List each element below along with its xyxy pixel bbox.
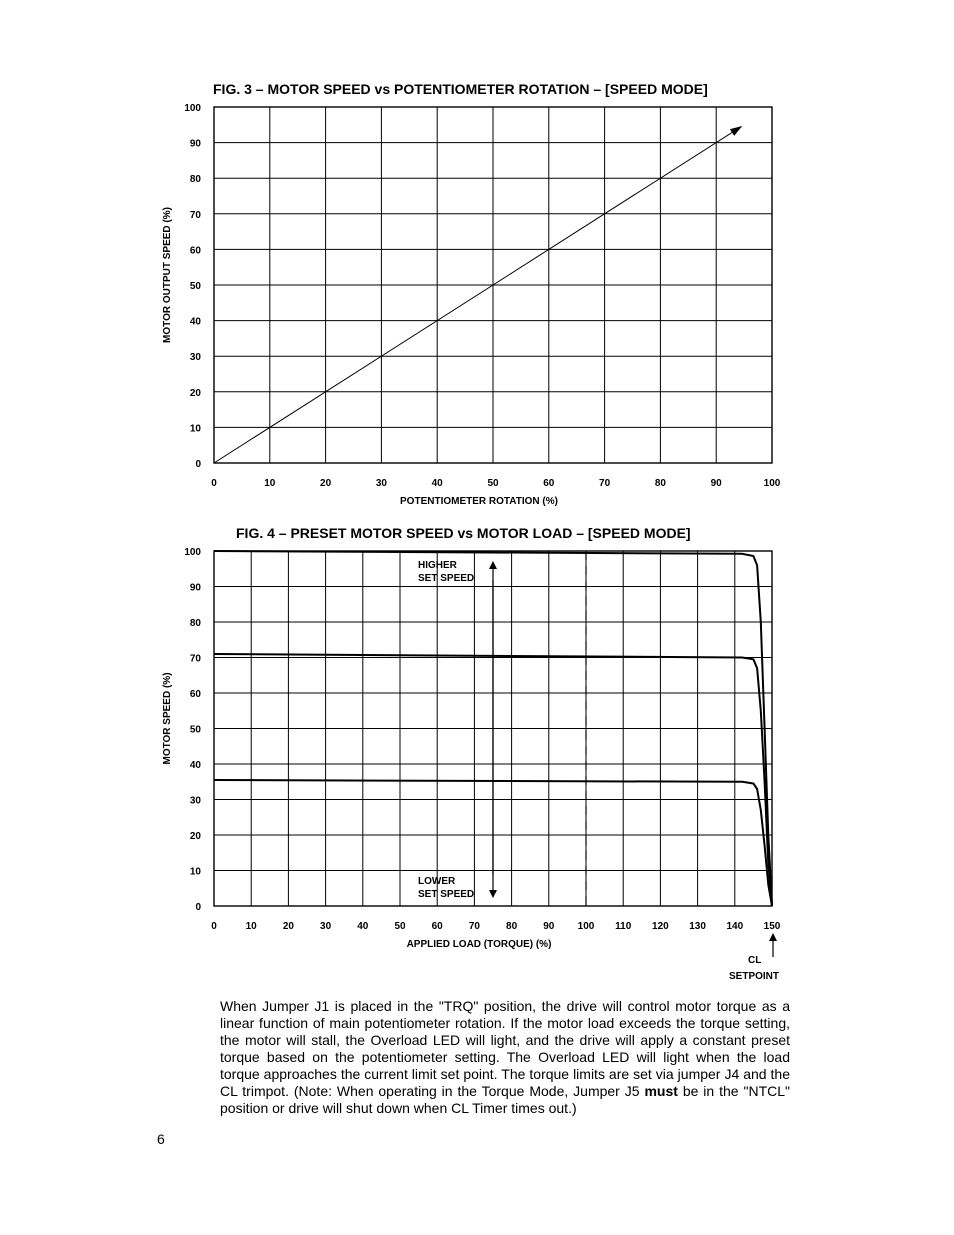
y-tick-label: 10 bbox=[189, 866, 201, 878]
y-tick-label: 0 bbox=[195, 459, 201, 470]
y-tick-label: 20 bbox=[189, 831, 201, 842]
x-tick-label: 50 bbox=[487, 478, 499, 489]
x-tick-label: 100 bbox=[577, 921, 595, 932]
y-axis-label: MOTOR OUTPUT SPEED (%) bbox=[162, 207, 173, 343]
x-tick-label: 20 bbox=[320, 478, 332, 489]
y-tick-label: 90 bbox=[189, 138, 201, 150]
y-tick-label: 20 bbox=[189, 387, 201, 399]
x-tick-label: 30 bbox=[320, 921, 332, 932]
y-tick-label: 60 bbox=[189, 689, 201, 700]
higher-set-speed-label bbox=[418, 560, 474, 584]
x-tick-label: 100 bbox=[763, 478, 781, 489]
y-tick-label: 100 bbox=[184, 547, 201, 558]
fig3-title: FIG. 3 – MOTOR SPEED vs POTENTIOMETER ROTATION – [SPEED MODE] bbox=[213, 81, 708, 97]
y-tick-label: 0 bbox=[195, 902, 201, 913]
lower-label-line: LOWER bbox=[418, 876, 456, 887]
y-tick-label: 80 bbox=[189, 618, 201, 629]
y-tick-label: 40 bbox=[189, 760, 201, 771]
fig4-title: FIG. 4 – PRESET MOTOR SPEED vs MOTOR LOAD – [SPEED MODE] bbox=[236, 525, 691, 541]
x-axis-label: POTENTIOMETER ROTATION (%) bbox=[400, 496, 558, 507]
higher-label-line: SET SPEED bbox=[418, 573, 475, 584]
x-tick-label: 0 bbox=[211, 478, 217, 489]
y-tick-label: 50 bbox=[189, 281, 201, 292]
x-tick-label: 80 bbox=[506, 921, 518, 932]
x-tick-label: 30 bbox=[375, 478, 387, 489]
y-tick-label: 60 bbox=[189, 245, 201, 257]
x-tick-label: 110 bbox=[615, 921, 632, 932]
x-tick-label: 20 bbox=[282, 921, 294, 932]
x-tick-label: 50 bbox=[394, 921, 406, 932]
x-tick-label: 70 bbox=[599, 478, 611, 489]
x-tick-label: 60 bbox=[431, 921, 443, 932]
y-tick-label: 30 bbox=[189, 795, 201, 807]
cl-label: CL bbox=[748, 955, 762, 966]
paragraph-text-2: be in the "NTCL" position or drive will shut down when CL Timer times out.) bbox=[220, 1083, 790, 1116]
x-tick-label: 90 bbox=[710, 478, 722, 489]
x-tick-label: 140 bbox=[726, 921, 744, 932]
x-tick-label: 10 bbox=[264, 478, 276, 489]
x-tick-label: 40 bbox=[431, 478, 443, 489]
y-tick-label: 70 bbox=[189, 209, 201, 221]
y-tick-label: 100 bbox=[184, 103, 201, 114]
y-tick-label: 90 bbox=[189, 582, 201, 594]
y-tick-label: 10 bbox=[189, 423, 201, 435]
paragraph-text-1: When Jumper J1 is placed in the "TRQ" position, the drive will control motor torque as a linear function of main potentiometer rotation. If the motor load exceeds the torque setting, the motor will stall, the Overload LED will light, and the drive will apply a constant preset torque based on the potentiometer setting. The Overload LED will light when the load torque approaches the current limit set point. The torque limits are set via jumper J4 and the CL trimpot. (Note: When operating in the Torque Mode, Jumper J5 bbox=[220, 998, 790, 1099]
x-axis-label: APPLIED LOAD (TORQUE) (%) bbox=[406, 939, 552, 950]
x-tick-label: 40 bbox=[357, 921, 369, 932]
x-tick-label: 0 bbox=[211, 921, 217, 932]
body-paragraph bbox=[220, 998, 790, 1117]
x-tick-label: 90 bbox=[543, 921, 555, 932]
page-number: 6 bbox=[157, 1131, 165, 1147]
x-tick-label: 10 bbox=[245, 921, 257, 932]
y-tick-label: 80 bbox=[189, 174, 201, 186]
x-tick-label: 60 bbox=[543, 478, 555, 489]
x-tick-label: 70 bbox=[468, 921, 480, 932]
y-tick-label: 40 bbox=[189, 316, 201, 328]
higher-label-line: HIGHER bbox=[418, 560, 457, 571]
x-tick-label: 130 bbox=[689, 921, 706, 932]
y-tick-label: 70 bbox=[189, 653, 201, 665]
x-tick-label: 120 bbox=[652, 921, 669, 932]
setpoint-label: SETPOINT bbox=[729, 971, 780, 982]
y-axis-label: MOTOR SPEED (%) bbox=[162, 672, 173, 765]
paragraph-bold-word: must bbox=[644, 1083, 678, 1099]
x-tick-label: 80 bbox=[654, 478, 666, 489]
y-tick-label: 30 bbox=[189, 352, 201, 364]
y-tick-label: 50 bbox=[189, 724, 201, 736]
lower-label-line: SET SPEED bbox=[418, 889, 475, 900]
lower-set-speed-label bbox=[418, 876, 474, 900]
x-tick-label: 150 bbox=[763, 921, 781, 932]
